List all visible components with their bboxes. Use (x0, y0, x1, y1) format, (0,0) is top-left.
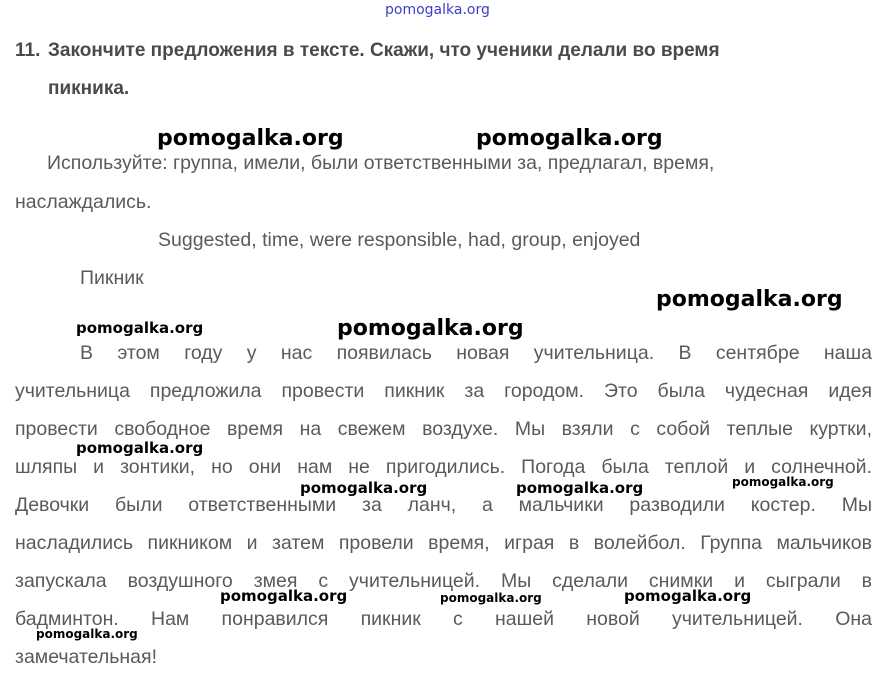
watermark: pomogalka.org (656, 287, 843, 312)
hint-words-english: Suggested, time, were responsible, had, group, enjoyed (158, 229, 641, 251)
task-title-line-2: пикника. (48, 78, 130, 99)
paragraph-line-5: Девочки были ответственными за ланч, а мальчики разводили костер. Мы (15, 494, 872, 516)
paragraph-line-9: замечательная! (15, 646, 158, 668)
paragraph-line-1: В этом году у нас появилась новая учительница. В сентябре наша (80, 342, 872, 364)
text-title: Пикник (80, 267, 144, 289)
paragraph-line-7: запускала воздушного змея с учительницей. Мы сделали снимки и сыграли в (15, 570, 872, 592)
watermark: pomogalka.org (476, 126, 663, 151)
watermark: pomogalka.org (220, 587, 348, 605)
paragraph-line-8: бадминтон. Нам понравился пикник с нашей новой учительницей. Она (15, 608, 872, 630)
paragraph-line-6: насладились пикником и затем провели время, играя в волейбол. Группа мальчиков (15, 532, 872, 554)
watermark: pomogalka.org (157, 126, 344, 151)
watermark: pomogalka.org (76, 319, 204, 337)
watermark: pomogalka.org (76, 439, 204, 457)
watermark: pomogalka.org (516, 479, 644, 497)
watermark: pomogalka.org (300, 479, 428, 497)
watermark: pomogalka.org (337, 316, 524, 341)
paragraph-line-2: учительница предложила провести пикник за городом. Это была чудесная идея (15, 380, 872, 402)
watermark: pomogalka.org (624, 587, 752, 605)
watermark: pomogalka.org (440, 591, 542, 605)
paragraph-line-3: провести свободное время на свежем воздухе. Мы взяли с собой теплые куртки, (15, 418, 872, 440)
watermark: pomogalka.org (36, 627, 138, 641)
task-title-line-1: Закончите предложения в тексте. Скажи, что ученики делали во время (48, 40, 720, 61)
paragraph-line-4: шляпы и зонтики, но они нам не пригодились. Погода была теплой и солнечной. (15, 456, 872, 478)
hint-line-1: Используйте: группа, имели, были ответственными за, предлагал, время, (47, 152, 715, 174)
task-number: 11. (15, 40, 41, 61)
watermark-top: pomogalka.org (385, 2, 490, 18)
watermark: pomogalka.org (732, 475, 834, 489)
hint-line-2: наслаждались. (15, 191, 152, 213)
